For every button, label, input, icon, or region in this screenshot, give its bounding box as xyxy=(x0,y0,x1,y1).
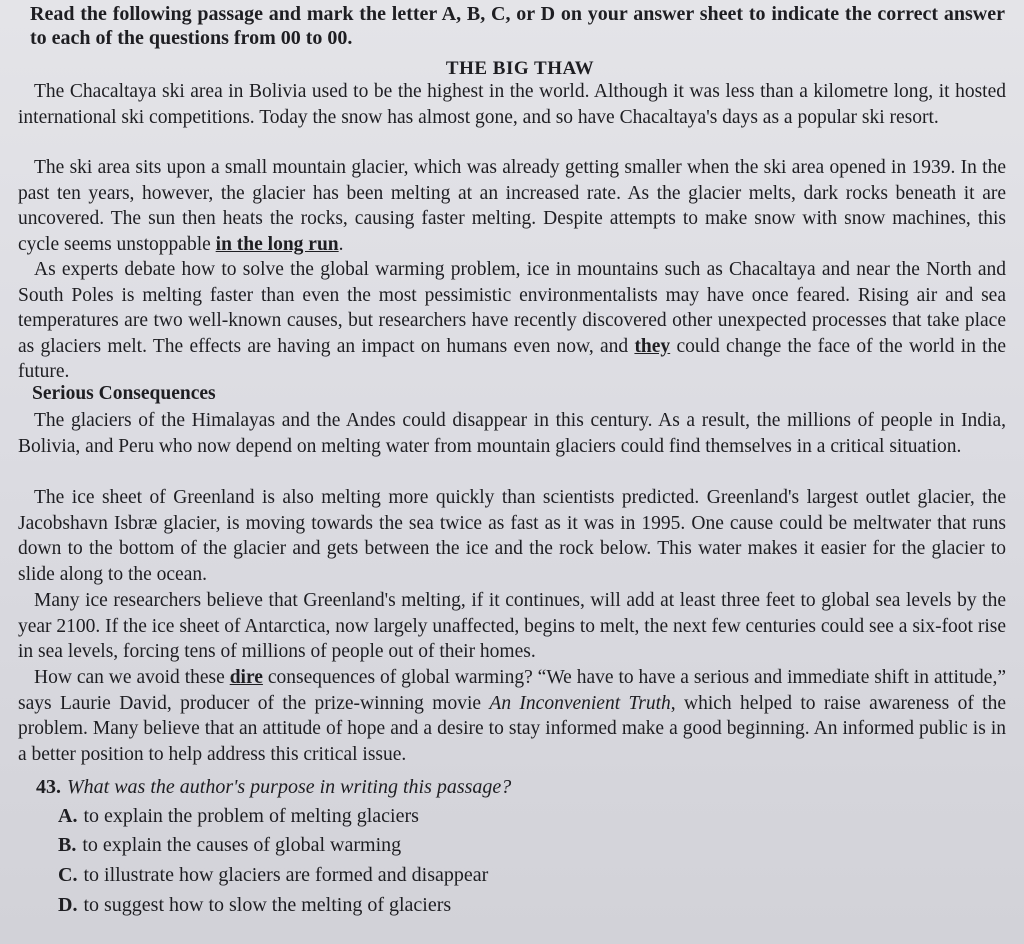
paragraph-6: Many ice researchers believe that Greenland's melting, if it continues, will add at least three feet to global sea levels by the year 2100. If the ice sheet of Antarctica, now largely unaffected, begins to melt, the next few centuries could see a six-foot rise in sea levels, forcing tens of millions of people out of their homes. xyxy=(18,590,1007,663)
question-43 xyxy=(36,776,511,799)
key-word-they: they xyxy=(634,335,671,357)
option-a[interactable]: A. to explain the problem of melting glaciers xyxy=(58,805,419,827)
paragraph-4: The glaciers of the Himalayas and the Andes could disappear in this century. As a result, the millions of people in India, Bolivia, and Peru who now depend on melting water from mountain glaciers could find themselves in a critical situation. xyxy=(18,410,1006,457)
paragraph-3: As experts debate how to solve the global warming problem, ice in mountains such as Chacaltaya and near the North and South Poles is melting faster than even the most pessimistic environmentalists may have once feared. Rising air and sea temperatures are two well-known causes, but researchers have recently discovered other unexpected processes that take place as glaciers melt. The effects are having an impact on humans even now, and they could change the face of the world in the future. xyxy=(18,259,1006,383)
key-phrase-in-the-long-run: in the long run xyxy=(215,233,339,255)
passage-title: THE BIG THAW xyxy=(445,58,595,79)
question-text: What was the author's purpose in writing this passage? xyxy=(67,776,512,798)
option-c[interactable]: C. to illustrate how glaciers are formed and disappear xyxy=(58,864,489,886)
paragraph-1: The Chacaltaya ski area in Bolivia used to be the highest in the world. Although it was less than a kilometre long, it hosted international ski competitions. Today the snow has almost gone, and so have Chacaltaya's days as a popular ski resort. xyxy=(18,81,1006,128)
instructions: Read the following passage and mark the letter A, B, C, or D on your answer sheet to indicate the correct answer to each of the questions from 00 to 00. xyxy=(30,3,1005,49)
film-title: An Inconvenient Truth xyxy=(489,692,671,714)
question-number: 43. xyxy=(36,776,61,798)
option-d[interactable]: D. to suggest how to slow the melting of glaciers xyxy=(58,894,452,916)
paragraph-7: How can we avoid these dire consequences of global warming? “We have to have a serious and immediate shift in attitude,” says Laurie David, producer of the prize-winning movie An Inconvenient Truth, which helped to raise awareness of the problem. Many believe that an attitude of hope and a desire to stay informed make a good beginning. An informed public is in a better position to help address this critical issue. xyxy=(18,667,1007,765)
option-b[interactable]: B. to explain the causes of global warming xyxy=(58,834,402,856)
section-heading: Serious Consequences xyxy=(32,383,216,404)
paragraph-5: The ice sheet of Greenland is also melting more quickly than scientists predicted. Greenland's largest outlet glacier, the Jacobshavn Isbræ glacier, is moving towards the sea twice as fast as it was in 1995. One cause could be meltwater that runs down to the bottom of the glacier and gets between the ice and the rock below. This water makes it easier for the glacier to slide along to the ocean. xyxy=(18,487,1006,585)
key-word-dire: dire xyxy=(229,667,263,688)
paragraph-2: The ski area sits upon a small mountain glacier, which was already getting smaller when the ski area opened in 1939. In the past ten years, however, the glacier has been melting at an increased rate. As the glacier melts, dark rocks beneath it are uncovered. The sun then heats the rocks, causing faster melting. Despite attempts to make snow with snow machines, this cycle seems unstoppable in the long run. xyxy=(18,157,1006,255)
